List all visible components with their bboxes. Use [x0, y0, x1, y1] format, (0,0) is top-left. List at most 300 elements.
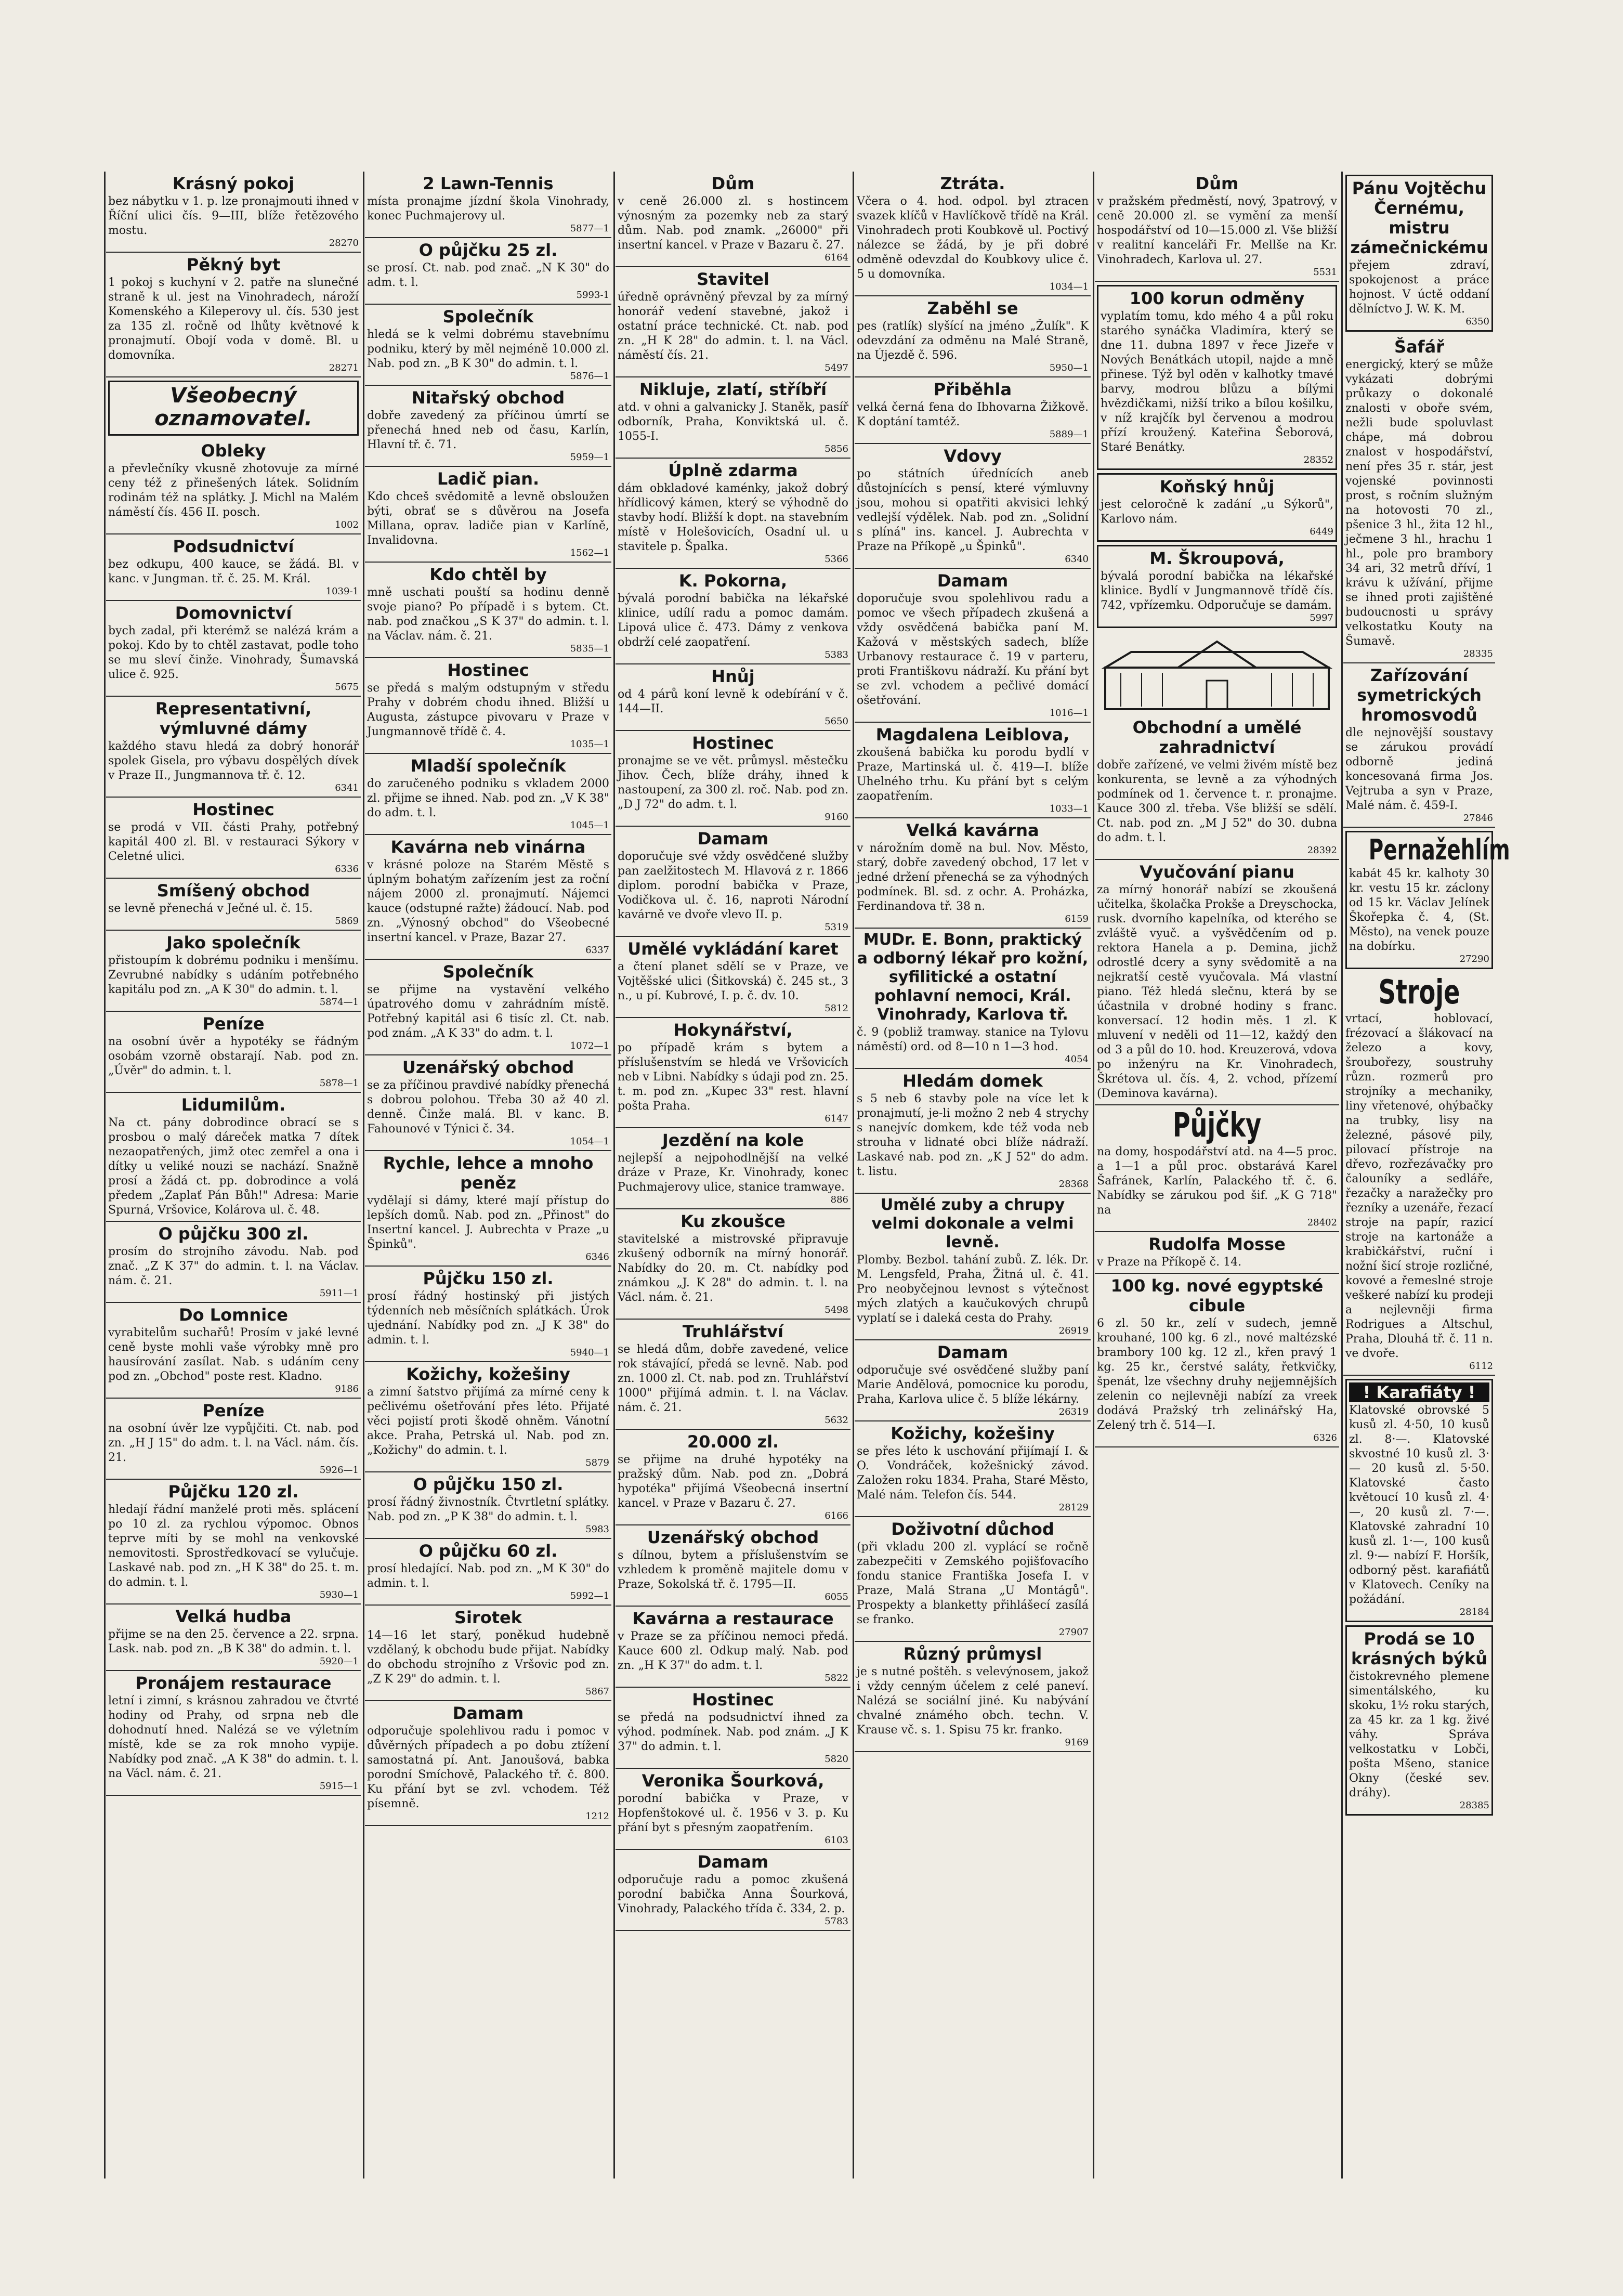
ad-ref: 5940—1 [570, 1347, 609, 1358]
ad-title: Truhlářství [682, 1322, 784, 1341]
classified-ad [106, 534, 361, 601]
classified-ad [365, 1055, 611, 1151]
ad-body: v Praze se za příčinou nemoci předá. Kauce 600 zl. Odkup malý. Nab. pod zn. „H K 37" do adm. t. l. [618, 1630, 848, 1672]
ad-body: bývalá porodní babička na lékařské klinice, udílí radu a pomoc damám. Lipová ulice č. 473. Dámy z venkova obdrží celé zaopatření. [618, 592, 848, 649]
ad-title: Doživotní důchod [891, 1519, 1054, 1539]
column-rule [613, 172, 615, 2178]
ad-title: Kožichy, kožešiny [891, 1424, 1055, 1443]
ad-ref: 28402 [1307, 1217, 1337, 1228]
ad-title: O půjčku 300 zl. [158, 1224, 309, 1244]
classified-ad [106, 1222, 361, 1303]
classified-ad [365, 960, 611, 1055]
ad-ref: 6340 [1065, 554, 1089, 565]
ad-ref: 28129 [1058, 1502, 1089, 1513]
column-rule [853, 172, 854, 2178]
ad-title: Různý průmysl [903, 1644, 1042, 1664]
ad-body: vydělají si dámy, které mají přístup do lepších domů. Nab. pod zn. „Přinost" do Insertní kancel. J. Aubrechta v Praze „u Špinků". [367, 1194, 609, 1251]
ad-title: Vdovy [944, 446, 1002, 466]
ad-ref: 5878—1 [319, 1078, 359, 1089]
column-rule [1093, 172, 1094, 2178]
ad-title: MUDr. E. Bonn, praktický a odborný lékař pro kožní, syfilitické a ostatní pohlavní nemoci, Král. Vinohrady, Karlova tř. [857, 931, 1089, 1024]
ad-ref: 1034—1 [1049, 281, 1089, 292]
ad-title: O půjčku 150 zl. [413, 1475, 564, 1494]
ad-title: Jako společník [166, 933, 300, 953]
garden-ad [1095, 631, 1339, 860]
ad-body: se přes léto k uschování přijímají I. & O. Vondráček, kožešnický závod. Založen roku 1834. Praha, Staré Město, Malé nám. Telefon čís. 544. [857, 1445, 1089, 1502]
classified-ad [855, 444, 1091, 569]
column-1 [106, 172, 361, 2184]
ad-body: vrtací, hoblovací, frézovací a šlákovací na železo a kovy, šroubořezy, soustruhy různ. rozmerů pro strojníky a mechaniky, liny vřetenové, ohýbačky na trubky, lisy na železné, pásové pily, pilovací přístroje na dřevo, rozřezávačky pro čalouníky a sedláře, řezačky a naražečky pro řezníky a uzenáře, řezací stroje na papír, razicí stroje na kartonáže a krabičkářství, ruční i nožní šicí stroje rozličné, kovové a řemeslné stroje veškeré nabízí ku prodeji a nejlevněji firma Rodrigues a Altschul, Praha, Dlouhá tř. č. 11 n. ve dvoře. [1345, 1012, 1493, 1360]
ad-body: po státních úřednících aneb důstojnících s pensí, které výmluvny jsou, mohou si opatřiti akvisici lehký vedlejší výdělek. Nab. pod zn. „Solidní s plíná" ins. kancel. J. Aubrechta v Praze na Příkopě „u Špinků". [857, 467, 1089, 553]
ad-ref: 9169 [1065, 1737, 1089, 1748]
ad-body: přejem zdraví, spokojenost a práce hojnost. V úctě oddaní dělníctvo J. W. K. M. [1349, 259, 1489, 316]
classified-ad [106, 1604, 361, 1671]
ad-body: nejlepší a nejpohodlnější na velké dráze v Praze, Kr. Vinohrady, konec Puchmajerovy ulice, stanice tramwaye. [618, 1152, 848, 1194]
classified-ad [106, 931, 361, 1012]
ad-ref: 27907 [1058, 1627, 1089, 1638]
classified-ad [616, 1320, 850, 1430]
ad-ref: 5867 [585, 1686, 609, 1697]
classified-ad [106, 1671, 361, 1796]
ad-ref: 5876—1 [570, 371, 609, 382]
ad-body: Kdo chceš svědomitě a levně obsloužen býti, obrať se s důvěrou na Josefa Millana, oprav. ladiče pian v Karlíně, Invalidovna. [367, 490, 609, 547]
classified-ad [365, 563, 611, 658]
ad-title: Stavitel [697, 269, 769, 289]
ad-ref: 1035—1 [570, 739, 609, 750]
ad-body: se předá s malým odstupným v středu Prahy v dobrém chodu ihned. Bližší u Augusta, zástupce pivovaru v Praze v Jungmannově třídě č. 4. [367, 682, 609, 738]
classified-ad [1097, 545, 1337, 628]
ad-ref: 6449 [1310, 526, 1333, 537]
ad-body: 14—16 let starý, poněkud hudebně vzdělaný, k obchodu bude přijat. Nabídky do obchodu strojního z Vršovic pod zn. „Z K 29" do admin. t. l. [367, 1629, 609, 1686]
column-6 [1343, 172, 1510, 2184]
ad-body: zkoušená babička ku porodu bydlí v Praze, Martinská ul. č. 419—I. blíže Uhelného trhu. Ku přání byt s celým zaopatřením. [857, 746, 1089, 803]
ad-title: Ku zkoušce [680, 1211, 786, 1231]
ad-ref: 5383 [824, 649, 848, 660]
classified-ad [855, 172, 1091, 296]
ad-body: do zaručeného podniku s vkladem 2000 zl. přijme se ihned. Nab. pod zn. „V K 38" do adm. t. l. [367, 777, 609, 819]
classified-ad [616, 1769, 850, 1850]
ad-ref: 5822 [824, 1673, 848, 1684]
carnation-ad [1345, 1379, 1493, 1622]
classified-ad [855, 818, 1091, 929]
ad-title: ! Karafiáty ! [1349, 1382, 1489, 1402]
classified-ad [855, 1194, 1091, 1340]
ad-title: Hokynářství, [673, 1020, 793, 1040]
ad-title: Umělé vykládání karet [627, 939, 839, 959]
ad-ref: 5992—1 [570, 1590, 609, 1601]
ad-body: 1 pokoj s kuchyní v 2. patře na slunečné straně k ul. jest na Vinohradech, nároží Komenského a Kileperovy ul. čís. 530 jest za 135 zl. ročně od lhůty květnové k pronajmutí. Obojí voda v domě. Bl. u domovníka. [108, 276, 359, 362]
ad-title: Damam [937, 571, 1009, 591]
classified-ad [855, 1642, 1091, 1752]
ad-title: Peníze [202, 1401, 265, 1420]
ad-ref: 5497 [824, 362, 848, 373]
ad-title: Úplně zdarma [668, 461, 798, 480]
classified-ad [365, 658, 611, 754]
ad-title: Mladší společník [410, 756, 566, 776]
classified-ad [365, 1701, 611, 1826]
ad-title: Damam [452, 1703, 524, 1723]
classified-ad [616, 569, 850, 664]
ad-title: Hostinec [447, 660, 529, 680]
ad-ref: 6112 [1469, 1361, 1493, 1372]
classified-ad [1343, 335, 1495, 663]
ad-body: Včera o 4. hod. odpol. byl ztracen svazek klíčů v Havlíčkově třídě na Král. Vinohradech proti Koubkově ul. Poctivý nálezce se žádá, by je při dobré odměně odevzdal do Koubkovy ulice č. 5 u domovníka. [857, 195, 1089, 281]
ad-title: O půjčku 25 zl. [418, 240, 558, 260]
ad-ref: 28392 [1307, 845, 1337, 856]
ad-ref: 5820 [824, 1754, 848, 1765]
ad-title: Sirotek [454, 1608, 522, 1627]
ad-body: hledá se k velmi dobrému stavebnímu podniku, který by měl nejméně 10.000 zl. Nab. pod zn. „B K 30" do admin. t. l. [367, 328, 609, 370]
ad-ref: 5983 [585, 1524, 609, 1535]
classified-ad [855, 377, 1091, 444]
ad-title: K. Pokorna, [678, 571, 788, 591]
ad-title: Peníze [202, 1014, 265, 1034]
ad-body: mně uschati pouští sa hodinu denně svoje piano? Po případě i s bytem. Ct. nab. pod značkou „S K 37" do admin. t. l. na Václav. nám. č. 21. [367, 586, 609, 643]
column-3 [616, 172, 850, 2184]
column-4 [855, 172, 1091, 2184]
ad-ref: 5675 [335, 682, 359, 693]
ad-ref: 6164 [824, 252, 848, 263]
ad-body: se prodá v VII. části Prahy, potřebný kapitál 400 zl. Bl. v restauraci Sýkory v Celetné ulici. [108, 821, 359, 863]
ad-ref: 27290 [1459, 954, 1489, 964]
greeting-ad [1345, 175, 1493, 332]
ad-title: O půjčku 60 zl. [418, 1541, 558, 1561]
ad-title: Damam [697, 829, 769, 849]
ad-title: Hostinec [192, 800, 274, 819]
ad-title: Velká hudba [175, 1607, 292, 1626]
ad-ref: 6336 [335, 864, 359, 875]
ad-body: vyrabitelům suchařů! Prosím v jaké levné ceně byste mohli vaše výrobky mně pro hausírování zasílat. Nab. s udáním ceny pod zn. „Obchod" poste rest. Kladno. [108, 1326, 359, 1383]
ad-ref: 5812 [824, 1003, 848, 1014]
ad-body: a převlečníky vkusně zhotovuje za mírné ceny též z přinešených látek. Solidním rodinám též na splátky. J. Michl na Malém náměstí čís. 456 II. posch. [108, 462, 359, 519]
ad-body: č. 9 (pobliž tramway. stanice na Tylovu náměstí) ord. od 8—10 n 1—3 hod. [857, 1026, 1089, 1053]
ad-body: 6 zl. 50 kr., zelí v sudech, jemně krouhané, 100 kg. 6 zl., nové maltézské brambory 100 kg. 12 zl., křen pravý 1 kg. 25 kr., čerstvé saláty, řetkvičky, špenát, lze všechny druhy nejjemnějších zelenin co nejlevněji nabízí za vreek dodává Pražský trh zelinářský Ha, Zelený trh č. 514—I. [1097, 1317, 1337, 1432]
classified-ad [365, 1539, 611, 1606]
ad-ref: 1033—1 [1049, 803, 1089, 814]
classified-ad [365, 238, 611, 305]
ad-title: Rudolfa Mosse [1148, 1234, 1286, 1254]
column-2 [365, 172, 611, 2184]
ad-title: Dům [1195, 174, 1239, 193]
ad-body: letní i zimní, s krásnou zahradou ve čtvrté hodiny od Prahy, od srpna neb dle dohodnutí hned. Nalézá se ve výletním místě, kde se za rok mnoho vypije. Nabídky pod znač. „A K 38" do admin. t. l. na Václ. nám. č. 21. [108, 1694, 359, 1780]
classified-ad [106, 798, 361, 879]
ad-title: Krásný pokoj [172, 174, 295, 193]
ad-body: je s nutné poštěh. s velevýnosem, jakož i vždy cenným účelem z celé paneví. Nalézá se sociální jiné. Ku nabývání chvalné známého obch. techn. V. Krause vč. s. 1. Spisu 75 kr. franko. [857, 1665, 1089, 1737]
ad-title: Kavárna neb vinárna [390, 837, 586, 857]
ad-body: (při vkladu 200 zl. vyplácí se ročně zabezpečiti v Zemského pojišťovacího fondu stanice Františka Josefa I. v Praze, Malá Strana „U Montágů". Prospekty a blanketty přihlášecí zasílá se franko. [857, 1541, 1089, 1626]
ad-ref: 1562—1 [570, 547, 609, 558]
ad-body: s dílnou, bytem a příslušenstvím se vzhledem k proměně majitele domu v Praze, Sokolská tř. č. 1795—II. [618, 1549, 848, 1591]
classified-ad [616, 267, 850, 377]
ad-ref: 5926—1 [319, 1465, 359, 1476]
classified-ad [616, 1209, 850, 1320]
ad-ref: 5997 [1310, 612, 1333, 623]
ad-body: a čtení planet sdělí se v Praze, ve Vojtěšské ulici (Šitkovská) č. 245 st., 3 n., u pí. Kubrové, I. p. č. dv. 10. [618, 960, 848, 1002]
classified-ad [365, 1472, 611, 1539]
ad-body: bez nábytku v 1. p. lze pronajmouti ihned v Říční ulici čís. 9—III, blíže řetězového mostu. [108, 195, 359, 237]
ad-title: Smíšený obchod [156, 881, 310, 901]
ad-title: Půjčku 120 zl. [168, 1482, 299, 1502]
column-rule [104, 172, 106, 2178]
ad-ref: 6341 [335, 782, 359, 793]
ad-title: Veronika Šourková, [642, 1771, 824, 1791]
ad-body: Klatovské obrovské 5 kusů zl. 4·50, 10 kusů zl. 8·—. Klatovské skvostné 10 kusů zl. 3·— 20 kusů zl. 5·50. Klatovské často květoucí 10 kusů zl. 4·—, 20 kusů zl. 7·—. Klatovské zahradní 10 kusů zl. 1·—, 100 kusů zl. 9·— nabízí F. Horšík, odborný pěst. karafiátů v Klatovech. Ceníky na požádání. [1349, 1404, 1489, 1606]
ad-title: Přiběhla [933, 380, 1012, 399]
ad-ref: 9186 [335, 1384, 359, 1394]
ad-ref: 5879 [585, 1457, 609, 1468]
classified-ad [1095, 860, 1339, 1105]
ad-title: Domovnictví [175, 603, 292, 623]
classified-ad [1343, 663, 1495, 828]
classified-ad [616, 1688, 850, 1769]
ad-title: Pěkný byt [186, 255, 281, 275]
classified-ad [616, 1430, 850, 1525]
ad-body: dám obkladové kaménky, jakož dobrý hřídlicový kámen, který se výhodně do stavby hodí. Bližší k dopt. na stavebním místě v Holešovicích, Osadní ul. u stavitele p. Špalka. [618, 482, 848, 553]
ad-ref: 1212 [585, 1811, 609, 1822]
ad-title: Šafář [1394, 337, 1444, 357]
ad-body: Plomby. Bezbol. tahání zubů. Z. lék. Dr. M. Lengsfeld, Praha, Žitná ul. č. 41. Pro neobyčejnou levnost s výtečnost mých zlatých a kaučukových chrupů vyplatí se i daleká cesta do Prahy. [857, 1254, 1089, 1325]
ad-ref: 1002 [335, 519, 359, 530]
classified-ad [855, 723, 1091, 818]
classified-ad [106, 1093, 361, 1222]
classified-ad [855, 569, 1091, 723]
ad-ref: 5869 [335, 916, 359, 927]
ad-title: Pernažehlím [1368, 833, 1510, 866]
ad-ref: 1072—1 [570, 1040, 609, 1051]
ad-body: prosí hledající. Nab. pod zn. „M K 30" do admin. t. l. [367, 1562, 609, 1590]
section-banner [108, 381, 359, 436]
column-5 [1095, 172, 1339, 2184]
ad-body: čistokrevného plemene simentálského, ku skoku, 1½ roku starých, za 45 kr. za 1 kg. živé váhy. Správa velkostatku v Lobči, pošta Mšeno, stanice Okny (české sev. dráhy). [1349, 1670, 1489, 1799]
ad-body: energický, který se může vykázati dobrými průkazy o dokonalé znalosti v oboře svém, nežli bude spoluvlast chápe, má dobrou znalost v hospodářství, není přes 35 r. stár, jest vojenské povinnosti prost, s ročním služným na hotovosti 70 zl., pšenice 3 hl., žita 12 hl., ječmene 3 hl., hrachu 1 hl., pole pro brambory 34 ari, 32 metrů dříví, 1 krávu k užívání, přijme se ihned proti zajištěné budoucnosti u správy velkostatku Kouty na Šumavě. [1345, 358, 1493, 648]
ad-body: doporučuje svou spolehlivou radu a pomoc ve všech případech zkušená a vždy osvědčená babička paní M. Kažová v městských sadech, blíže Urbanovy restaurace č. 19 v parteru, proti Františkovu nádraží. Ku přání byt se zvl. vchodem a pečlivé domácí ošetřování. [857, 592, 1089, 707]
classified-ad [106, 172, 361, 253]
ad-ref: 6337 [585, 945, 609, 956]
ad-ref: 28184 [1459, 1607, 1489, 1617]
ad-body: pronajme se ve vět. průmysl. městečku Jihov. Čech, blíže dráhy, ihned k nastoupení, za 300 zl. roč. Nab. pod zn. „D J 72" do adm. t. l. [618, 754, 848, 811]
ad-ref: 1045—1 [570, 820, 609, 831]
ad-body: po případě krám s bytem a příslušenstvím se hledá ve Vršovicích neb v Libni. Nabídky s údaji pod zn. 25. t. m. pod zn. „Kupec 33" rest. hlavní pošta Praha. [618, 1041, 848, 1113]
ad-title: 2 Lawn-Tennis [423, 174, 554, 193]
ad-title: Zařízování symetrických hromosvodů [1357, 666, 1482, 725]
ad-ref: 5319 [824, 922, 848, 933]
ad-title: Rychle, lehce a mnoho peněz [383, 1153, 594, 1193]
classified-ad [106, 1012, 361, 1093]
ad-body: v Praze na Příkopě č. 14. [1097, 1256, 1242, 1269]
classified-ad [1095, 1232, 1339, 1274]
classified-ad [616, 1607, 850, 1688]
ad-ref: 27846 [1463, 813, 1493, 824]
bulls-ad [1345, 1625, 1493, 1816]
ad-ref: 5889—1 [1049, 429, 1089, 440]
ad-body: prosí řádný živnostník. Čtvrtletní splátky. Nab. pod zn. „P K 38" do admin. t. l. [367, 1496, 609, 1523]
classified-ad [616, 827, 850, 937]
ad-ref: 5959—1 [570, 452, 609, 463]
ad-title: Dům [711, 174, 755, 193]
ad-body: se levně přenechá v Ječné ul. č. 15. [108, 902, 313, 915]
ad-body: v krásné poloze na Starém Městě s úplným bohatým zařízením jest za roční nájem 2000 zl. pronajmutí. Nájemci kauce (odstupné ražte) žádoucí. Nab. pod zn. „Výnosný obchod" do Všeobecné insertní kancel. v Praze, Bazar 27. [367, 858, 609, 944]
ad-body: dle nejnovější soustavy se zárukou provádí odborně jediná koncesovaná firma Jos. Vejtruba a syn v Praze, Malé nám. č. 459-I. [1345, 726, 1493, 812]
ad-body: bez odkupu, 400 kauce, se žádá. Bl. v kanc. v Jungman. tř. č. 25. M. Král. [108, 558, 359, 585]
classified-ad [1095, 1274, 1339, 1447]
ad-body: přistoupím k dobrému podniku i menšímu. Zevrubné nabídky s udáním potřebného kapitálu pod zn. „A K 30" do admin. t. l. [108, 954, 359, 996]
classified-ad [365, 1606, 611, 1701]
ad-title: Stroje [1378, 973, 1460, 1012]
classified-ad [365, 1267, 611, 1362]
ad-ref: 5877—1 [570, 223, 609, 234]
classified-ad [616, 1850, 850, 1931]
ad-body: prosí řádný hostinský při jistých týdenních neb měsíčních splátkách. Úrok ujednání. Nabídky pod zn. „J K 38" do admin. t. l. [367, 1290, 609, 1347]
classified-ad [365, 1151, 611, 1267]
ad-title: Do Lomnice [179, 1305, 288, 1325]
classified-ad [365, 835, 611, 960]
ad-body: dobře zavedený za příčinou úmrtí se přenechá hned neb od času, Karlín, Hlavní tř. č. 71. [367, 409, 609, 451]
ad-title: Nitařský obchod [411, 388, 565, 408]
ad-title: Zaběhl se [927, 298, 1018, 318]
ad-body: v ceně 26.000 zl. s hostincem výnosným za pozemky neb za starý dům. Nab. pod znamk. „26000" při insertní kancel. v Praze v Bazaru č. 27. [618, 195, 848, 252]
classified-ad [855, 1340, 1091, 1421]
ad-title: Damam [697, 1852, 769, 1872]
ad-ref: 5993-1 [576, 290, 609, 301]
ad-title: 20.000 zl. [687, 1432, 779, 1452]
ad-title: Společník [442, 307, 534, 327]
ad-title: Pronájem restaurace [135, 1673, 332, 1693]
ad-title: Vyučování pianu [1140, 862, 1294, 882]
classified-ad [616, 1018, 850, 1128]
ad-title: 100 kg. nové egyptské cibule [1110, 1276, 1324, 1315]
ad-title: Nikluje, zlatí, stříbří [639, 380, 827, 399]
classified-ad [106, 879, 361, 931]
ad-title: Hostinec [692, 733, 774, 753]
ad-title: Magdalena Leiblova, [875, 725, 1070, 745]
ad-ref: 1054—1 [570, 1136, 609, 1147]
classified-ad [616, 1525, 850, 1607]
ad-body: prosím do strojního závodu. Nab. pod znač. „Z K 37" do admin. t. l. na Václav. nám. č. 21. [108, 1245, 359, 1287]
column-rule [1341, 172, 1343, 2178]
ad-ref: 5874—1 [319, 997, 359, 1008]
ad-title: Společník [442, 962, 534, 982]
ad-body: odporučuje spolehlivou radu i pomoc v důvěrných případech a po dobu ztížení samostatná pí. Ant. Janoušová, babka porodní Smíchově, Palackého tř. č. 800. Ku přání byt se zvl. vchodem. Též písemně. [367, 1725, 609, 1810]
ad-body: bývalá porodní babička na lékařské klinice. Bydlí v Jungmannově třídě čís. 742, vpřízemku. Odporučuje se damám. [1101, 570, 1333, 612]
classified-ad [365, 172, 611, 238]
ad-ref: 6166 [824, 1510, 848, 1521]
ad-body: velká černá fena do Ibhovarna Žižkově. K doptání tamtéž. [857, 401, 1089, 428]
ad-body: úředně oprávněný převzal by za mírný honorář vedení stavebné, jakož i ostatní práce technické. Ct. nab. pod zn. „H K 28" do admin. t. l. na Václ. náměstí čís. 21. [618, 291, 848, 362]
ad-body: bych zadal, při kterémž se nalézá krám a pokoj. Kdo by to chtěl zastavat, podle toho se mu sleví činže. Vinohrady, Šumavská ulice č. 925. [108, 624, 359, 681]
classified-ad [616, 459, 850, 569]
ad-body: se přijme na vystavění velkého úpatrového domu v zahrádním místě. Potřebný kapitál asi 6 tisíc zl. Ct. nab. pod znám. „A K 33" do adm. t. l. [367, 983, 609, 1040]
classified-ad [1097, 473, 1337, 542]
classified-ad [106, 253, 361, 377]
ad-ref: 5950—1 [1049, 362, 1089, 373]
classified-ad [106, 601, 361, 697]
ad-body: se předá na podsudnictví ihned za výhod. podmínek. Nab. pod znám. „J K 37" do admin. t. l. [618, 1711, 848, 1753]
ad-title: Kavárna a restaurace [632, 1609, 834, 1628]
ad-body: stavitelské a mistrovské připravuje zkušený odborník na mírný honorář. Nabídky do 20. m. Ct. nabídky pod známkou „J. K 28" do admin. t. l. na Václ. nám. č. 21. [618, 1233, 848, 1304]
ad-ref: 5498 [824, 1304, 848, 1315]
ad-ref: 886 [830, 1194, 848, 1205]
classified-ad [1343, 972, 1495, 1376]
ironing-ad [1345, 831, 1510, 969]
ad-title: Hostinec [692, 1690, 774, 1710]
ad-ref: 28335 [1463, 648, 1493, 659]
ad-ref: 6147 [824, 1113, 848, 1124]
classified-ad [1095, 1105, 1339, 1232]
ad-body: vyplatím tomu, kdo mého 4 a půl roku starého synáčka Vladimíra, který se dne 11. dubna 1897 v řece Jizeře v Nových Benátkách utopil, najde a mně přinese. Týž byl oděn v kalhotky tmavé barvy, modrou blůzu a bílými hvězdičkami, nižší triko a bílou košilku, v níž krajčík byl červenou a modrou přízí kroužený. Kateřina Šeborová, Staré Benátky. [1101, 310, 1333, 454]
ad-body: v nárožním domě na bul. Nov. Město, starý, dobře zavedený obchod, 17 let v jedné držení přenechá se za výhodných podmínek. Bl. sd. z ochr. A. Proházka, Ferdinandova tř. 38 n. [857, 842, 1089, 913]
classified-ad [616, 172, 850, 267]
ad-title: Uzenářský obchod [647, 1528, 819, 1547]
classified-ad [616, 664, 850, 731]
ad-ref: 5911—1 [319, 1288, 359, 1299]
classified-ad [106, 697, 361, 798]
ad-ref: 5930—1 [319, 1589, 359, 1600]
classified-ad [616, 731, 850, 827]
ad-ref: 5915—1 [319, 1781, 359, 1792]
ad-title: Jezdění na kole [662, 1130, 804, 1150]
ad-body: přijme se na den 25. července a 22. srpna. Lask. nab. pod zn. „B K 38" do admin. t. l. [108, 1628, 359, 1655]
classified-ad [106, 1303, 361, 1399]
ad-ref: 28368 [1058, 1179, 1089, 1190]
ad-ref: 1016—1 [1049, 708, 1089, 719]
ad-title: Prodá se 10 krásných býků [1351, 1629, 1488, 1668]
ad-ref: 5835—1 [570, 643, 609, 654]
ad-title: Uzenářský obchod [402, 1058, 574, 1077]
ad-ref: 6346 [585, 1251, 609, 1262]
ad-ref: 28270 [329, 238, 359, 249]
ad-title: Obleky [201, 441, 266, 461]
classified-ad [855, 1069, 1091, 1194]
ad-ref: 5531 [1313, 267, 1337, 278]
ad-ref: 6350 [1465, 316, 1489, 327]
ad-ref: 5632 [824, 1415, 848, 1426]
ad-body: na osobní úvěr lze vypůjčiti. Ct. nab. pod zn. „H J 15" do adm. t. l. na Václ. nám. čís. 21. [108, 1422, 359, 1464]
ad-body: odporučuje radu a pomoc zkušená porodní babička Anna Šourková, Vinohrady, Palackého třída č. 334, 2. p. [618, 1873, 848, 1915]
ad-title: Umělé zuby a chrupy velmi dokonale a velmi levně. [871, 1196, 1074, 1251]
ad-ref: 26319 [1058, 1406, 1089, 1417]
ad-body: se za příčinou pravdivé nabídky přenechá s dobrou polohou. Třeba 30 až 40 zl. denně. Činže malá. Bl. v kanc. B. Fahounové v Týnici č. 34. [367, 1079, 609, 1136]
greenhouse-illustration [1100, 636, 1334, 714]
classified-ad [1095, 172, 1339, 282]
ad-ref: 28271 [329, 362, 359, 373]
ad-title: Velká kavárna [906, 820, 1039, 840]
ad-body: se hledá dům, dobře zavedené, velice rok stávající, předá se levně. Nab. pod zn. 1000 zl. Ct. nab. pod zn. Truhlářství 1000" přijímá admin. t. l. na Václav. nám. č. 21. [618, 1343, 848, 1414]
ad-ref: 5783 [824, 1916, 848, 1927]
ad-body: dobře zařízené, ve velmi živém místě bez konkurenta, se levně a za výhodných podmínek od 1. července t. r. pronajme. Kauce 300 zl. třeba. Vše bližší se sdělí. Ct. nab. pod zn. „M J 52" do 30. dubna do adm. t. l. [1097, 759, 1337, 844]
ad-body: každého stavu hledá za dobrý honorář spolek Gisela, pro výbavu dospělých dívek v Praze II., Jungmannova tř. č. 12. [108, 740, 359, 782]
classified-ad [616, 937, 850, 1018]
ad-title: Obchodní a umělé zahradnictví [1132, 718, 1302, 757]
classified-ad [855, 1517, 1091, 1642]
classified-ad [1097, 285, 1337, 470]
ad-ref: 5920—1 [319, 1656, 359, 1667]
ad-body: a zimní šatstvo přijímá za mírné ceny k pečlivému ošetřování přes léto. Přijaté věci pojistí proti škodě ohněm. Vánotní akce. Praha, Petrská ul. Nab. pod zn. „Kožichy" do admin. t. l. [367, 1386, 609, 1457]
column-rule [363, 172, 364, 2178]
ad-body: doporučuje své vždy osvědčené služby pan zaelžitostech M. Hlavová z r. 1866 diplom. porodní babička v Praze, Vodičkova ul. č. 16, naproti Národní kavárně ve dvoře vlevo II. p. [618, 850, 848, 921]
classified-ad [106, 1399, 361, 1480]
ad-title: Kožichy, kožešiny [406, 1364, 570, 1384]
ad-body: místa pronajme jízdní škola Vinohrady, konec Puchmajerovy ul. [367, 195, 609, 223]
ad-body: se přijme na druhé hypotéky na pražský dům. Nab. pod zn. „Dobrá hypotéka" přijímá Všeobecná insertní kancel. v Praze v Bazaru č. 27. [618, 1453, 848, 1510]
ad-ref: 6326 [1313, 1432, 1337, 1443]
ad-body: na osobní úvěr a hypotéky se řádným osobám vzorně obstarají. Nab. pod zn. „Úvěr" do admin. t. l. [108, 1035, 359, 1077]
classified-ad [106, 439, 361, 534]
ad-title: M. Škroupová, [1149, 549, 1285, 568]
ad-body: kabát 45 kr. kalhoty 30 kr. vestu 15 kr. záclony od 15 kr. Václav Jelínek Škořepka č. 4, (St. Město), na venek pouze na dobírku. [1349, 867, 1489, 953]
ad-title: Damam [937, 1342, 1009, 1362]
ad-body: atd. v ohni a galvanicky J. Staněk, pasíř odborník, Praha, Konviktská ul. č. 1055-I. [618, 401, 848, 443]
classified-ad [365, 386, 611, 467]
